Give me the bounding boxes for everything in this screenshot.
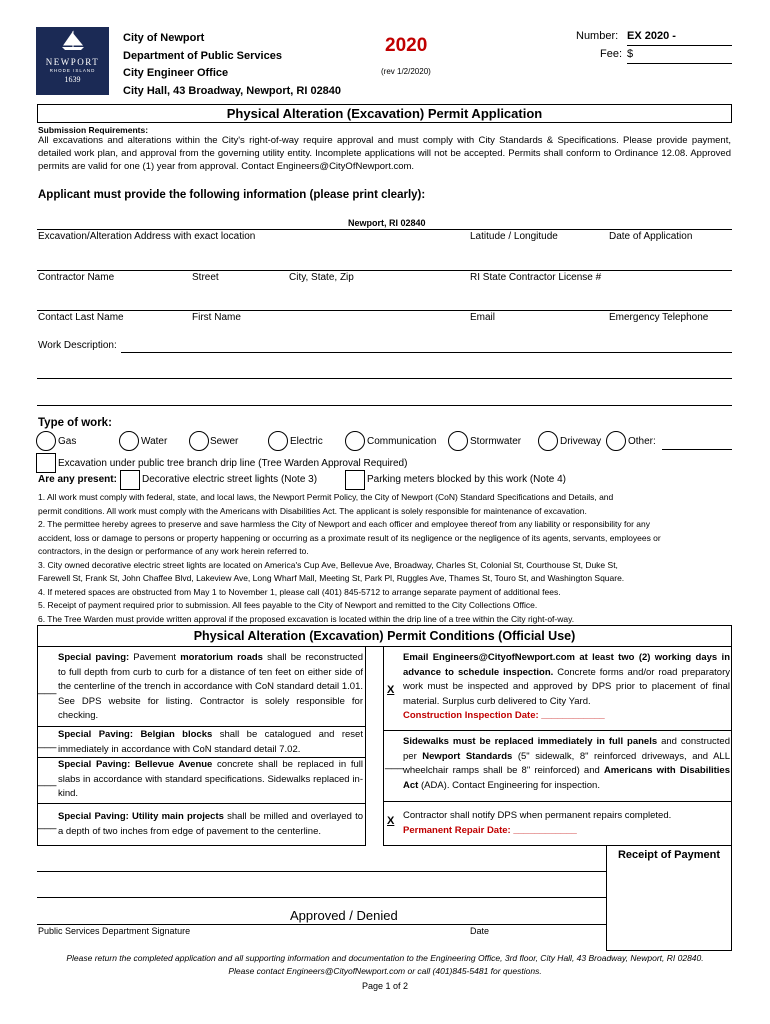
divider xyxy=(383,801,732,802)
note-line: 4. If metered spaces are obstructed from May 1 to November 1, please call (401) 845-5712 to arrange separate payment of additional fees. xyxy=(38,586,561,597)
condition-utility-check[interactable]: ___ xyxy=(38,818,57,830)
note-line: 5. Receipt of payment required prior to submission. All fees payable to the City of Newport and remitted to the City Collections Office. xyxy=(38,600,538,610)
cond-text: Contractor shall notify DPS when permanent repairs completed. xyxy=(403,810,672,821)
divider xyxy=(383,730,732,731)
address-row-line[interactable] xyxy=(37,229,732,230)
electric-radio[interactable] xyxy=(268,431,288,451)
condition-repair-text xyxy=(403,809,730,838)
street-lights-label: Decorative electric street lights (Note 3) xyxy=(142,474,318,485)
note-line: contractors, in the design or performance of any work herein referred to. xyxy=(38,546,309,556)
divider xyxy=(37,726,366,727)
cond-bold: Americans with Disabilities Act xyxy=(403,765,730,791)
repair-date-field[interactable]: Permanent Repair Date: ____________ xyxy=(403,824,577,836)
footer-return-note: Please return the completed application and all supporting information and documentation to the Engineering Office, 3rd floor, City Hall, 43 Broadway, Newport, RI 02840. xyxy=(66,953,704,963)
footer-contact-note: Please contact Engineers@CityofNewport.com or call (401)845-5481 for questions. xyxy=(228,966,542,976)
signature-label: Public Services Department Signature xyxy=(38,926,191,936)
type-of-work-label: Type of work: xyxy=(38,417,112,429)
number-label: Number: xyxy=(576,30,619,42)
note-line: Farewell St, Frank St, John Chaffee Blvd, Lakeview Ave, Long Wharf Mall, Meeting St, Park Pl, Ruggles Ave, Thames St, Touro St, and Washington Square. xyxy=(38,573,625,583)
other-input-line[interactable] xyxy=(662,449,732,450)
cond-bold: Special paving: xyxy=(58,652,130,663)
cond-text: Pavement xyxy=(129,652,181,663)
repair-x-mark[interactable]: X xyxy=(387,815,395,827)
work-description-line-1[interactable] xyxy=(121,352,732,353)
page-number: Page 1 of 2 xyxy=(361,981,409,991)
divider xyxy=(37,803,366,804)
cond-text: Concrete forms and/or road preparatory work must be inspected and approved by DPS prior to placement of final material. Surplus curb delivered to City Yard. xyxy=(403,666,731,707)
street-label: Street xyxy=(192,272,219,283)
fee-label: Fee: xyxy=(600,48,623,60)
note-line: 3. City owned decorative electric street lights are located on America's Cup Ave, Bellevue Ave, Broadway, Charles St, Colonial St, Courthouse St, Duke St, xyxy=(38,559,618,570)
condition-moratorium-check[interactable]: ___ xyxy=(38,683,57,695)
notes-list xyxy=(38,491,732,626)
work-description-line-3[interactable] xyxy=(37,405,732,406)
license-label: RI State Contractor License # xyxy=(470,272,602,283)
submission-heading: Submission Requirements: xyxy=(38,125,149,135)
note-line: permit conditions. All work must comply with the Americans with Disabilities Act. The applicant is solely responsible for maintenance of excavation. xyxy=(38,505,587,516)
logo-year: 1639 xyxy=(64,75,81,84)
first-name-label: First Name xyxy=(192,312,241,323)
number-value: EX 2020 - xyxy=(627,30,676,42)
emergency-phone-label: Emergency Telephone xyxy=(609,312,709,323)
header-department: Department of Public Services xyxy=(123,49,282,62)
driveway-radio[interactable] xyxy=(538,431,558,451)
signature-line[interactable] xyxy=(37,924,606,925)
approved-denied-label: Approved / Denied xyxy=(290,908,398,923)
form-title: Physical Alteration (Excavation) Permit Application xyxy=(37,104,732,123)
condition-moratorium-text xyxy=(58,651,363,724)
condition-sidewalk-check[interactable]: ___ xyxy=(385,758,404,770)
condition-belgian-check[interactable]: ___ xyxy=(38,737,57,749)
street-lights-checkbox[interactable] xyxy=(120,470,140,490)
condition-utility-text xyxy=(58,810,363,839)
logo-name: NEWPORT xyxy=(45,57,100,67)
contractor-row-line[interactable] xyxy=(37,270,732,271)
cond-bold: Email Engineers@CityofNewport.com at least two (2) working days in advance to schedule inspection. xyxy=(403,652,730,678)
date-application-label: Date of Application xyxy=(609,231,693,242)
note-line: 2. The permittee hereby agrees to preserve and save harmless the City of Newport and each officer and employee thereof from any liability or responsibility for any xyxy=(38,519,650,529)
conditions-title: Physical Alteration (Excavation) Permit Conditions (Official Use) xyxy=(37,625,732,647)
condition-sidewalk-text xyxy=(403,735,730,793)
sewer-radio[interactable] xyxy=(189,431,209,451)
cond-bold: Special Paving: Bellevue Avenue xyxy=(58,759,213,770)
note-line: 1. All work must comply with federal, state, and local laws, the Newport Permit Policy, the City of Newport (CoN) Standard Specifications and Details, and xyxy=(38,492,614,502)
cond-text: shall be reconstructed to full depth from curb to curb for a distance of ten feet on either side of the centerline of the trench in accordance with CoN standard detail 1.01. See DPS website for listing. Contractor is solely responsible for checking. xyxy=(58,652,363,721)
signature-line-2[interactable] xyxy=(37,897,606,898)
condition-bellevue-text xyxy=(58,758,363,802)
sailboat-icon xyxy=(58,30,88,52)
header-office: City Engineer Office xyxy=(123,67,229,79)
tree-dripline-label: Excavation under public tree branch drip line (Tree Warden Approval Required) xyxy=(58,458,408,469)
sewer-label: Sewer xyxy=(210,436,239,447)
header-address: City Hall, 43 Broadway, Newport, RI 02840 xyxy=(123,84,342,97)
cond-bold: Special Paving: Utility main projects xyxy=(58,811,224,822)
cond-bold: moratorium roads xyxy=(180,652,263,663)
stormwater-radio[interactable] xyxy=(448,431,468,451)
submission-text: All excavations and alterations within the City's right-of-way require approval and must comply with City Standards & Specifications. Please provide payment, detailed work plan, and approval from the governing utility entity. Incomplete applications will not be accepted. Permits shall conform to Ordinance 12.08. Approved permits are valid for one (1) year from approval. Contact Engineers@CityOfNewport.com. xyxy=(38,135,731,172)
applicant-heading: Applicant must provide the following information (please print clearly): xyxy=(38,189,426,201)
tree-dripline-checkbox[interactable] xyxy=(36,453,56,473)
inspection-x-mark[interactable]: X xyxy=(387,684,395,696)
driveway-label: Driveway xyxy=(560,436,602,447)
email-label: Email xyxy=(470,312,496,323)
inspection-date-field[interactable]: Construction Inspection Date: ____________ xyxy=(403,710,605,721)
cond-text: shall be catalogued and reset immediately in accordance with CoN standard detail 7.02. xyxy=(58,729,363,755)
work-description-line-2[interactable] xyxy=(37,378,732,379)
header-city: City of Newport xyxy=(123,32,205,44)
city-seal-logo xyxy=(36,27,109,95)
condition-belgian-text xyxy=(58,728,363,757)
gas-radio[interactable] xyxy=(36,431,56,451)
gas-label: Gas xyxy=(58,436,77,447)
logo-sub: RHODE ISLAND xyxy=(49,68,96,73)
electric-label: Electric xyxy=(290,436,323,447)
receipt-label: Receipt of Payment xyxy=(617,849,721,861)
date-label: Date xyxy=(470,926,490,936)
note-line: 6. The Tree Warden must provide written approval if the proposed excavation is located within the drip line of a tree within the City right-of-way. xyxy=(38,613,575,624)
stormwater-label: Stormwater xyxy=(470,436,522,447)
cond-text: shall be milled and overlayed to a depth of two inches from edge of pavement to the centerline. xyxy=(58,811,363,837)
contractor-label: Contractor Name xyxy=(38,272,115,283)
city-state-label: City, State, Zip xyxy=(289,272,354,283)
fee-value: $ xyxy=(627,48,634,60)
note-line: accident, loss or damage to persons or property happening or occurring as a proximate result of its negligence or the negligence of its agents, servants, employees or xyxy=(38,532,661,543)
present-label: Are any present: xyxy=(38,474,117,485)
contact-row-line[interactable] xyxy=(37,310,732,311)
number-field[interactable] xyxy=(627,30,732,46)
cond-text: concrete shall be replaced in full slabs in accordance with standard specifications. Sidewalks replaced in-kind. xyxy=(58,759,364,799)
water-radio[interactable] xyxy=(119,431,139,451)
communication-radio[interactable] xyxy=(345,431,365,451)
receipt-box[interactable] xyxy=(606,845,732,951)
communication-label: Communication xyxy=(367,436,437,447)
cond-text: and constructed per xyxy=(403,736,730,762)
parking-meters-label: Parking meters blocked by this work (Note 4) xyxy=(367,474,566,485)
latlong-label: Latitude / Longitude xyxy=(470,231,558,242)
cond-bold: Sidewalks must be replaced immediately in full panels xyxy=(403,736,658,747)
signature-line-1[interactable] xyxy=(37,871,606,872)
address-label: Excavation/Alteration Address with exact location xyxy=(38,231,256,242)
form-year: 2020 xyxy=(385,35,428,56)
cond-bold: Special Paving: Belgian blocks xyxy=(58,729,213,740)
other-radio[interactable] xyxy=(606,431,626,451)
condition-bellevue-check[interactable]: ___ xyxy=(38,775,57,787)
fee-field[interactable] xyxy=(627,48,732,64)
header-address-block xyxy=(123,30,341,100)
cond-text: (5" sidewalk, 8" reinforced driveways, and ALL wheelchair ramps shall be 8" reinforced) and xyxy=(403,750,730,776)
other-label: Other: xyxy=(628,436,656,447)
water-label: Water xyxy=(141,436,168,447)
parking-meters-checkbox[interactable] xyxy=(345,470,365,490)
contact-last-label: Contact Last Name xyxy=(38,312,124,323)
cond-bold: Newport Standards xyxy=(422,750,513,762)
city-prefill: Newport, RI 02840 xyxy=(348,218,426,228)
revision-date: (rev 1/2/2020) xyxy=(381,67,431,76)
condition-inspection-text xyxy=(403,651,730,724)
work-description-label: Work Description: xyxy=(38,340,117,351)
cond-text: (ADA). Contact Engineering for inspection. xyxy=(418,779,600,791)
